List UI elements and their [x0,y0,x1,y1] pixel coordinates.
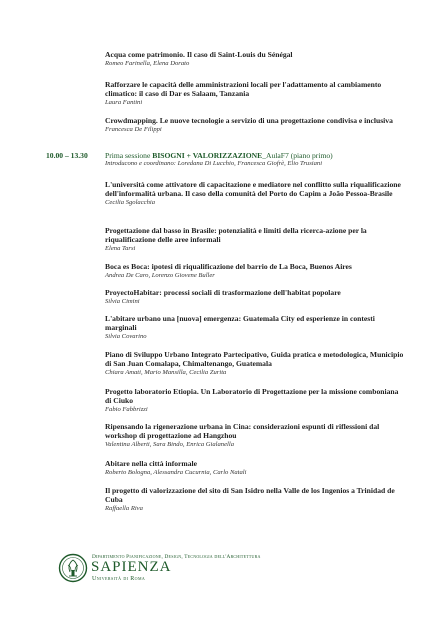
entry-title: Abitare nella città informale [105,459,198,468]
entry-authors: Francesca De Filippi [105,125,162,133]
entry-title: Rafforzare le capacità delle amministrazioni locali per l'adattamento al cambiamento climatico: il caso di Dar es Salaam, Tanzania [105,80,382,98]
entry-title: L'università come attivatore di capacitazione e mediatore nel conflitto sulla riqualificazione dell'informalità urbana. Il caso della comunità del Porto do Capim a João Pessoa-Brasile [105,180,401,198]
session-prefix: Prima sessione [105,151,153,160]
program-entry [105,180,405,207]
entry-title: ProyectoHabitar: processi sociali di trasformazione dell'habitat popolare [105,288,341,297]
entry-title: Progettazione dal basso in Brasile: potenzialità e limiti della ricerca-azione per la riqualificazione delle aree informali [105,226,367,244]
entry-authors: Valentina Alberti, Sara Bindo, Enrica Gialanella [105,440,234,448]
entry-authors: Fabio Fabbrizzi [105,405,148,413]
program-entry [105,288,405,306]
program-entry [105,350,405,377]
sapienza-logo-icon [58,552,88,584]
session-room: _AulaF7 (piano primo) [262,151,333,160]
entry-title: Ripensando la rigenerazione urbana in Cina: considerazioni espunti di riflessioni dal workshop di progettazione ad Hangzhou [105,422,380,440]
brand-name: SAPIENZA [91,559,172,575]
program-entry [105,314,405,341]
entry-authors: Roberto Bologna, Alessandra Cucurnia, Carlo Natali [105,468,247,476]
program-entry [105,226,405,253]
program-entry [105,459,405,477]
session-time: 10.00 – 13.30 [46,151,88,160]
entry-authors: Andrea De Caro, Lorenzo Giovene Buller [105,271,215,279]
entry-title: Crowdmapping. Le nuove tecnologie a servizio di una progettazione condivisa e inclusiva [105,116,393,125]
program-entry [105,262,405,280]
sapienza-footer [58,552,318,588]
entry-authors: Raffaella Riva [105,504,143,512]
session-moderators: Introducono e coordinano: Loredana Di Lucchio, Francesca Giofrè, Elio Trusiani [105,160,323,167]
entry-title: Acqua come patrimonio. Il caso di Saint-Louis du Sénégal [105,50,293,59]
entry-title: Progetto laboratorio Etiopia. Un Laboratorio di Progettazione per la missione comboniana di Ciuko [105,387,399,405]
entry-title: Piano di Sviluppo Urbano Integrato Partecipativo, Guida pratica e metodologica, Municipio di San Juan Comalapa, Chimaltenango, Guatemala [105,350,404,368]
entry-title: Boca es Boca: ipotesi di riqualificazione del barrio de La Boca, Buenos Aires [105,262,352,271]
program-entry [105,50,405,68]
program-entry [105,80,405,107]
program-entry [105,116,405,134]
entry-authors: Elena Tarsi [105,244,136,252]
program-entry [105,387,405,414]
entry-authors: Romeo Farinella, Elena Dorato [105,59,190,67]
session-header [105,151,415,168]
entry-authors: Silvia Covarino [105,332,147,340]
entry-authors: Laura Fantini [105,98,143,106]
entry-authors: Chiara Amati, Mario Mansilla, Cecilia Zurita [105,368,227,376]
entry-authors: Cecilia Sgolacchia [105,198,155,206]
program-entry [105,422,405,449]
entry-title: Il progetto di valorizzazione del sito di San Isidro nella Valle de los Ingenios a Trinidad de Cuba [105,486,395,504]
department-name: Dipartimento Pianificazione, Design, Tecnologia dell'Architettura [92,554,261,560]
entry-title: L'abitare urbano una [nuova] emergenza: Guatemala City ed esperienze in contesti marginali [105,314,375,332]
university-name: Università di Roma [92,576,146,582]
session-name: BISOGNI + VALORIZZAZIONE [152,151,263,160]
entry-authors: Silvia Cimini [105,297,140,305]
program-entry [105,486,405,513]
